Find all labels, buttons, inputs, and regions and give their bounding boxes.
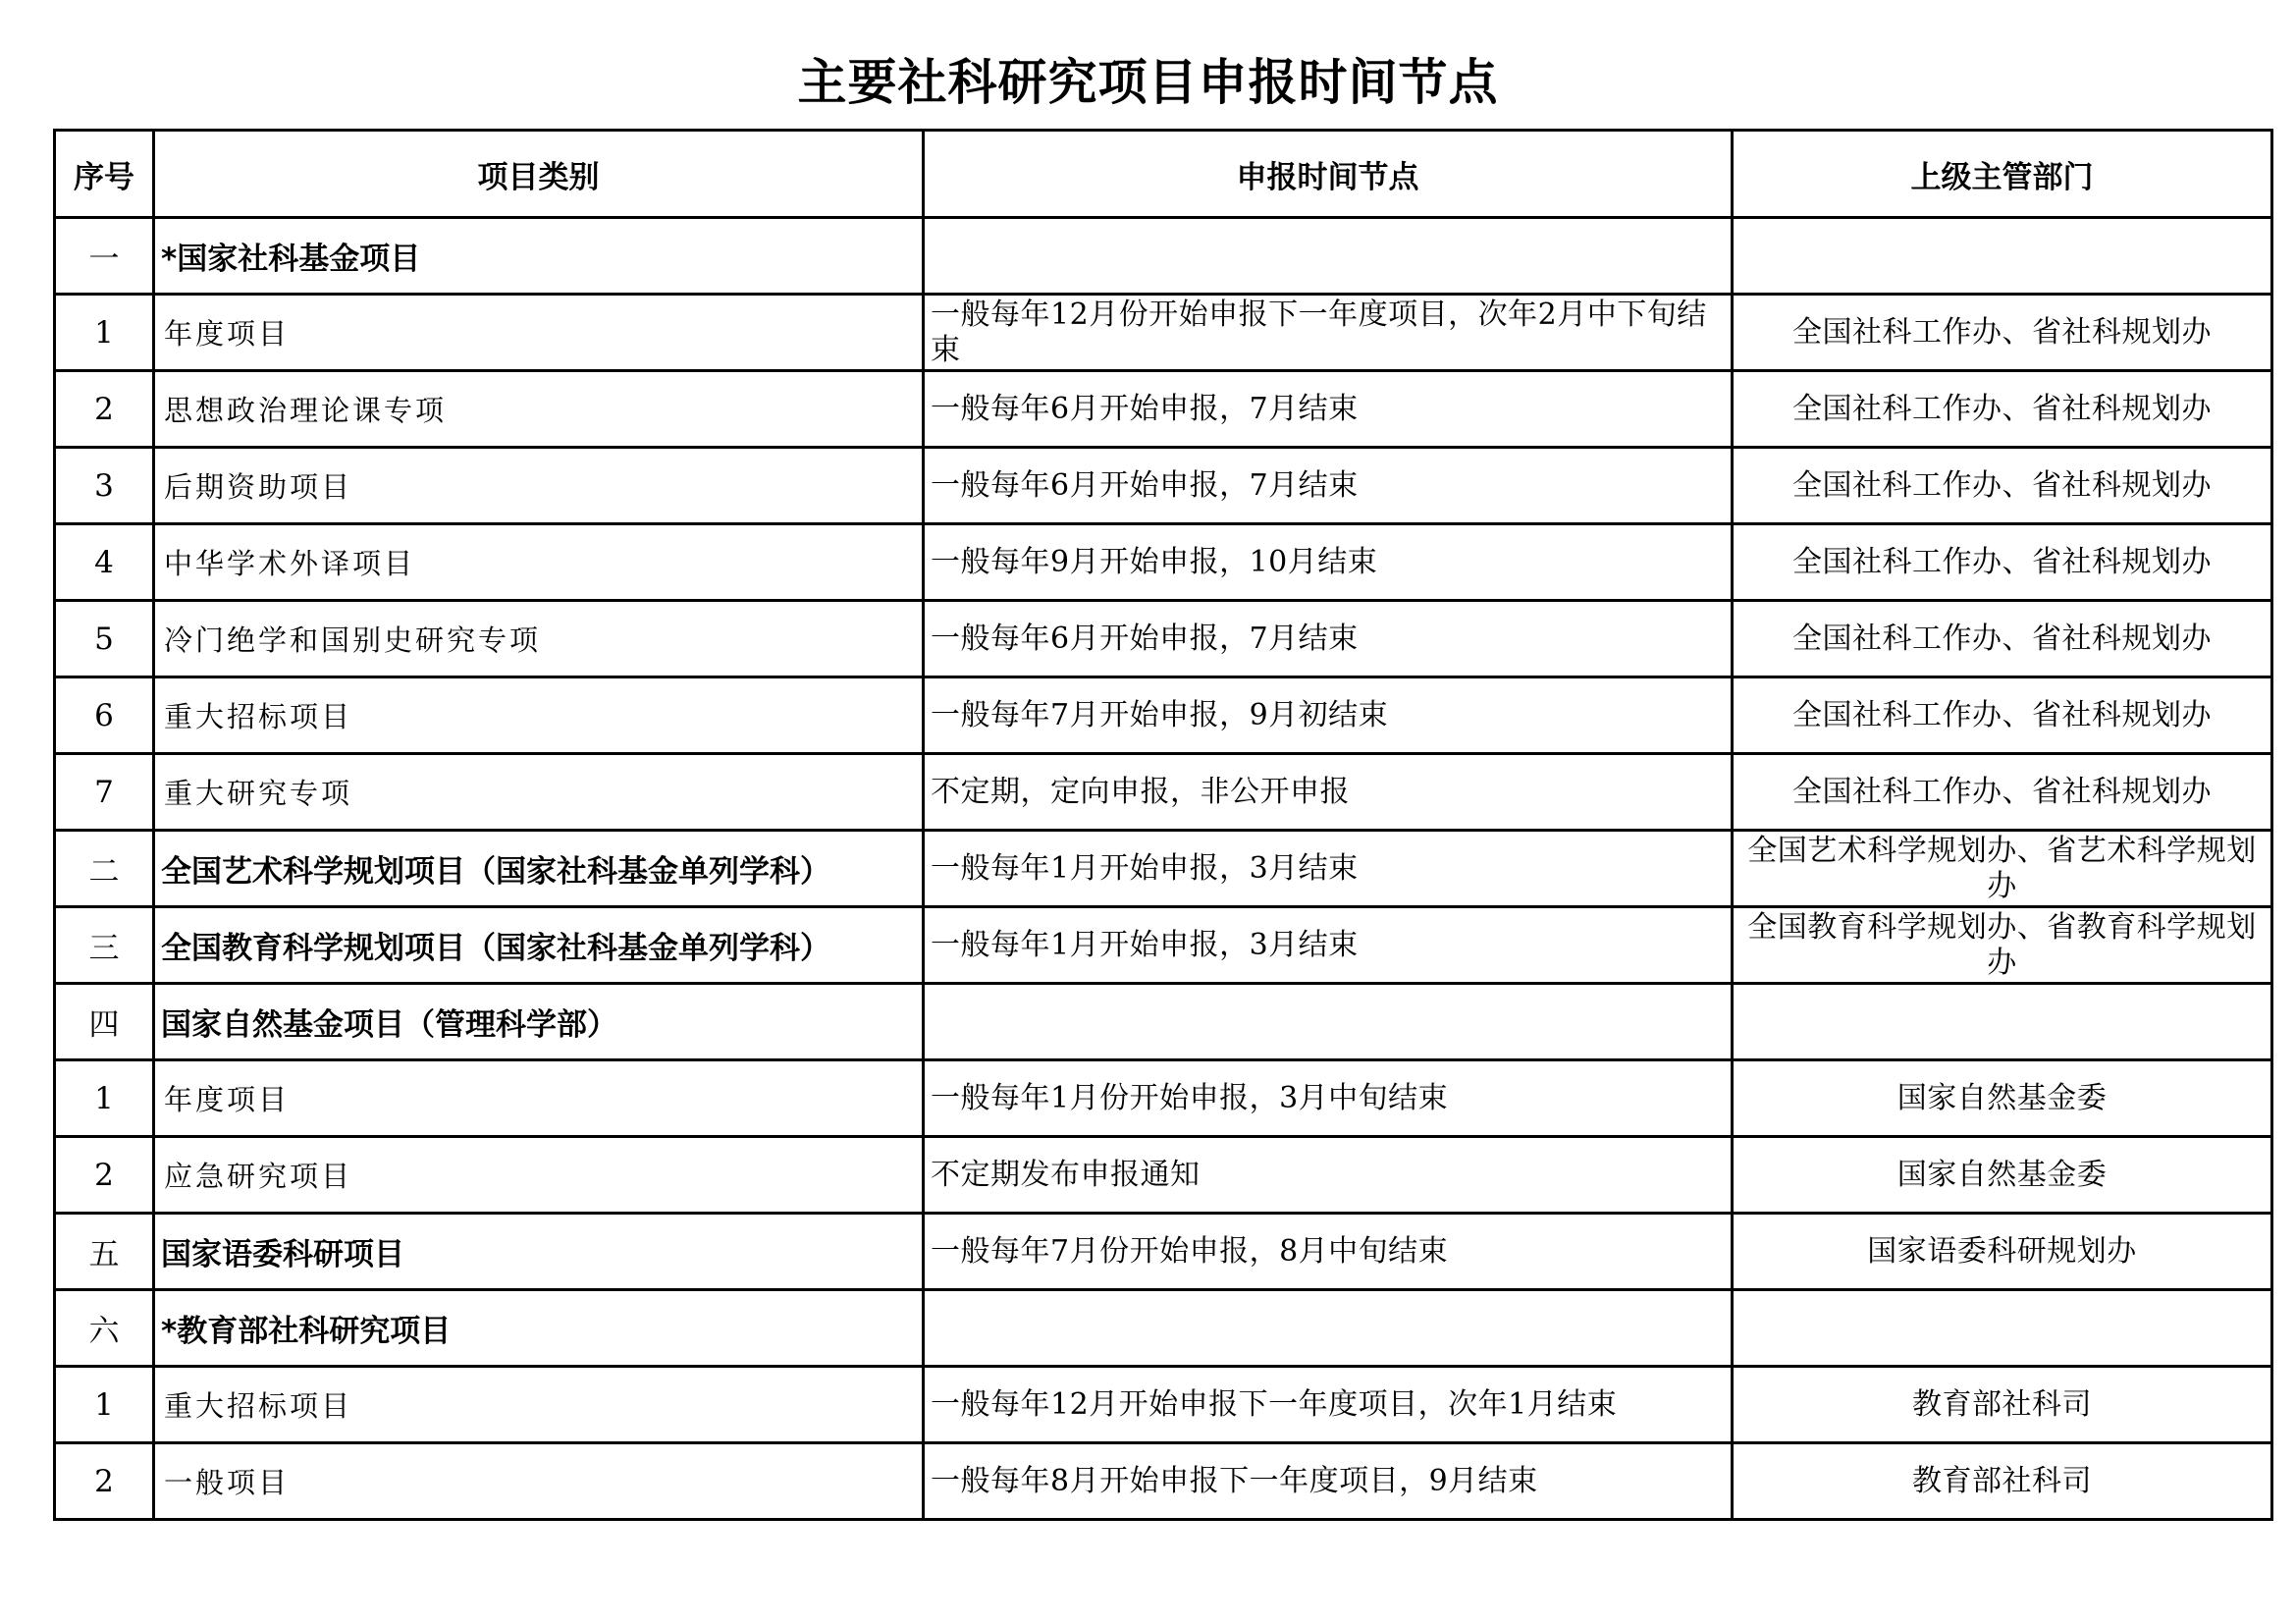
supervising-department: 全国社科工作办、省社科规划办 bbox=[1733, 524, 2272, 601]
application-timing: 一般每年6月开始申报，7月结束 bbox=[924, 601, 1733, 677]
header-timing: 申报时间节点 bbox=[924, 131, 1733, 218]
row-number: 一 bbox=[55, 218, 154, 295]
supervising-department: 全国社科工作办、省社科规划办 bbox=[1733, 601, 2272, 677]
project-category: *国家社科基金项目 bbox=[154, 218, 924, 295]
row-number: 1 bbox=[55, 1060, 154, 1137]
table-header-row bbox=[55, 131, 2272, 218]
application-timing bbox=[924, 218, 1733, 295]
section-row bbox=[55, 218, 2272, 295]
application-timing: 一般每年9月开始申报，10月结束 bbox=[924, 524, 1733, 601]
page-title: 主要社科研究项目申报时间节点 bbox=[797, 54, 1499, 111]
table-row bbox=[55, 754, 2272, 831]
application-timing: 一般每年6月开始申报，7月结束 bbox=[924, 448, 1733, 524]
project-category: 重大招标项目 bbox=[154, 677, 924, 754]
project-category: 全国艺术科学规划项目（国家社科基金单列学科） bbox=[154, 831, 924, 907]
supervising-department bbox=[1733, 984, 2272, 1060]
supervising-department bbox=[1733, 1290, 2272, 1367]
table-row bbox=[55, 371, 2272, 448]
project-category: 思想政治理论课专项 bbox=[154, 371, 924, 448]
supervising-department: 全国社科工作办、省社科规划办 bbox=[1733, 754, 2272, 831]
row-number: 2 bbox=[55, 1137, 154, 1214]
row-number: 1 bbox=[55, 1367, 154, 1443]
row-number: 3 bbox=[55, 448, 154, 524]
table-row bbox=[55, 448, 2272, 524]
table-row bbox=[55, 524, 2272, 601]
schedule-table bbox=[53, 129, 2273, 1521]
row-number: 2 bbox=[55, 371, 154, 448]
application-timing: 一般每年1月开始申报，3月结束 bbox=[924, 831, 1733, 907]
row-number: 三 bbox=[55, 907, 154, 984]
supervising-department bbox=[1733, 218, 2272, 295]
supervising-department: 全国社科工作办、省社科规划办 bbox=[1733, 371, 2272, 448]
project-category: 全国教育科学规划项目（国家社科基金单列学科） bbox=[154, 907, 924, 984]
row-number: 5 bbox=[55, 601, 154, 677]
row-number: 1 bbox=[55, 295, 154, 371]
project-category: *教育部社科研究项目 bbox=[154, 1290, 924, 1367]
table-body bbox=[55, 218, 2272, 1520]
application-timing: 一般每年8月开始申报下一年度项目，9月结束 bbox=[924, 1443, 1733, 1520]
project-category: 应急研究项目 bbox=[154, 1137, 924, 1214]
project-category: 重大招标项目 bbox=[154, 1367, 924, 1443]
supervising-department: 全国社科工作办、省社科规划办 bbox=[1733, 295, 2272, 371]
row-number: 二 bbox=[55, 831, 154, 907]
application-timing bbox=[924, 1290, 1733, 1367]
row-number: 2 bbox=[55, 1443, 154, 1520]
project-category: 国家自然基金项目（管理科学部） bbox=[154, 984, 924, 1060]
supervising-department: 全国艺术科学规划办、省艺术科学规划办 bbox=[1733, 831, 2272, 907]
header-category: 项目类别 bbox=[154, 131, 924, 218]
application-timing: 一般每年12月份开始申报下一年度项目，次年2月中下旬结束 bbox=[924, 295, 1733, 371]
row-number: 4 bbox=[55, 524, 154, 601]
table-row bbox=[55, 295, 2272, 371]
application-timing: 一般每年7月开始申报，9月初结束 bbox=[924, 677, 1733, 754]
project-category: 冷门绝学和国别史研究专项 bbox=[154, 601, 924, 677]
application-timing: 一般每年12月开始申报下一年度项目，次年1月结束 bbox=[924, 1367, 1733, 1443]
row-number: 四 bbox=[55, 984, 154, 1060]
table-row bbox=[55, 1060, 2272, 1137]
project-category: 一般项目 bbox=[154, 1443, 924, 1520]
supervising-department: 国家自然基金委 bbox=[1733, 1060, 2272, 1137]
row-number: 五 bbox=[55, 1214, 154, 1290]
row-number: 六 bbox=[55, 1290, 154, 1367]
table-row bbox=[55, 677, 2272, 754]
application-timing bbox=[924, 984, 1733, 1060]
application-timing: 一般每年1月开始申报，3月结束 bbox=[924, 907, 1733, 984]
application-timing: 一般每年6月开始申报，7月结束 bbox=[924, 371, 1733, 448]
row-number: 6 bbox=[55, 677, 154, 754]
supervising-department: 教育部社科司 bbox=[1733, 1367, 2272, 1443]
table-row bbox=[55, 601, 2272, 677]
header-dept: 上级主管部门 bbox=[1733, 131, 2272, 218]
table-row bbox=[55, 1443, 2272, 1520]
table-row bbox=[55, 1367, 2272, 1443]
supervising-department: 国家语委科研规划办 bbox=[1733, 1214, 2272, 1290]
supervising-department: 教育部社科司 bbox=[1733, 1443, 2272, 1520]
application-timing: 一般每年7月份开始申报，8月中旬结束 bbox=[924, 1214, 1733, 1290]
project-category: 年度项目 bbox=[154, 295, 924, 371]
project-category: 重大研究专项 bbox=[154, 754, 924, 831]
supervising-department: 全国教育科学规划办、省教育科学规划办 bbox=[1733, 907, 2272, 984]
row-number: 7 bbox=[55, 754, 154, 831]
table-row bbox=[55, 1137, 2272, 1214]
project-category: 后期资助项目 bbox=[154, 448, 924, 524]
supervising-department: 国家自然基金委 bbox=[1733, 1137, 2272, 1214]
application-timing: 不定期发布申报通知 bbox=[924, 1137, 1733, 1214]
project-category: 国家语委科研项目 bbox=[154, 1214, 924, 1290]
section-row bbox=[55, 1214, 2272, 1290]
header-no: 序号 bbox=[55, 131, 154, 218]
application-timing: 不定期，定向申报，非公开申报 bbox=[924, 754, 1733, 831]
project-category: 年度项目 bbox=[154, 1060, 924, 1137]
supervising-department: 全国社科工作办、省社科规划办 bbox=[1733, 448, 2272, 524]
supervising-department: 全国社科工作办、省社科规划办 bbox=[1733, 677, 2272, 754]
section-row bbox=[55, 1290, 2272, 1367]
section-row bbox=[55, 831, 2272, 907]
application-timing: 一般每年1月份开始申报，3月中旬结束 bbox=[924, 1060, 1733, 1137]
section-row bbox=[55, 984, 2272, 1060]
section-row bbox=[55, 907, 2272, 984]
project-category: 中华学术外译项目 bbox=[154, 524, 924, 601]
